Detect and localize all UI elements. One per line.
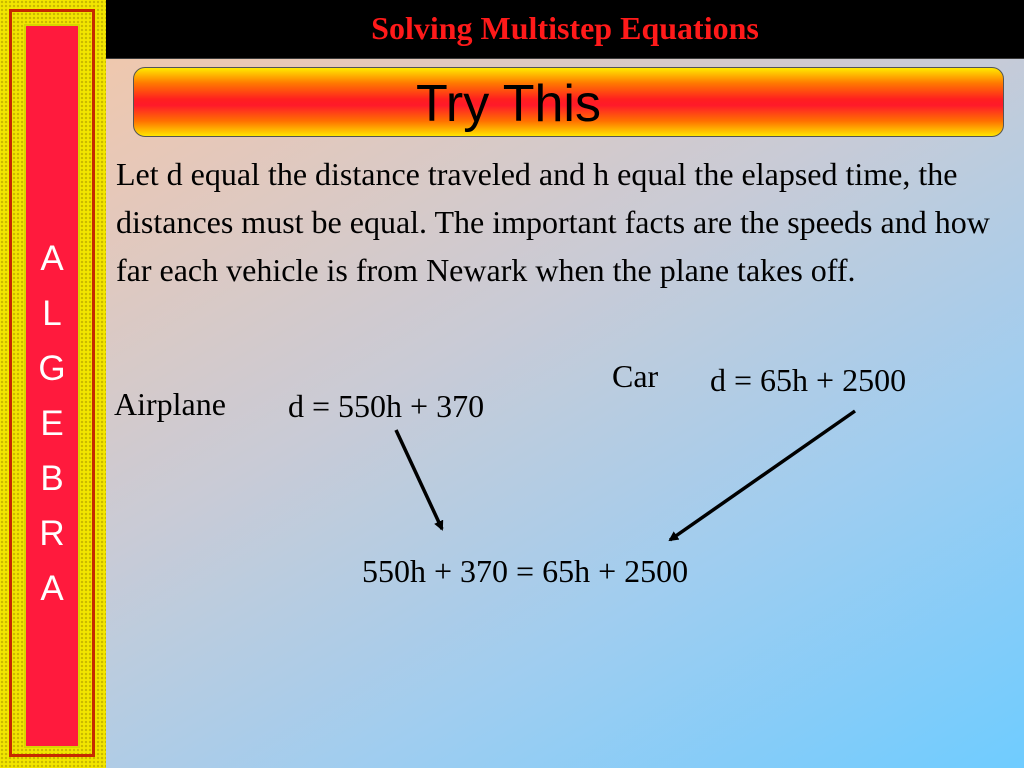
banner-title: Try This (416, 75, 601, 133)
combined-equation: 550h + 370 = 65h + 2500 (362, 553, 689, 589)
algebra-vertical-word: ALGEBRA (38, 239, 66, 608)
car-equation: d = 65h + 2500 (710, 362, 907, 398)
airplane-label: Airplane (114, 386, 226, 422)
car-label: Car (612, 358, 659, 394)
slide-title: Solving Multistep Equations (371, 10, 759, 46)
airplane-arrow (396, 430, 442, 529)
car-arrow (670, 411, 855, 540)
problem-text: Let d equal the distance traveled and h equal the elapsed time, the distances must be equal. The important facts are the speeds and how far each vehicle is from Newark when the plane takes off. (116, 156, 990, 288)
airplane-equation: d = 550h + 370 (288, 388, 485, 424)
